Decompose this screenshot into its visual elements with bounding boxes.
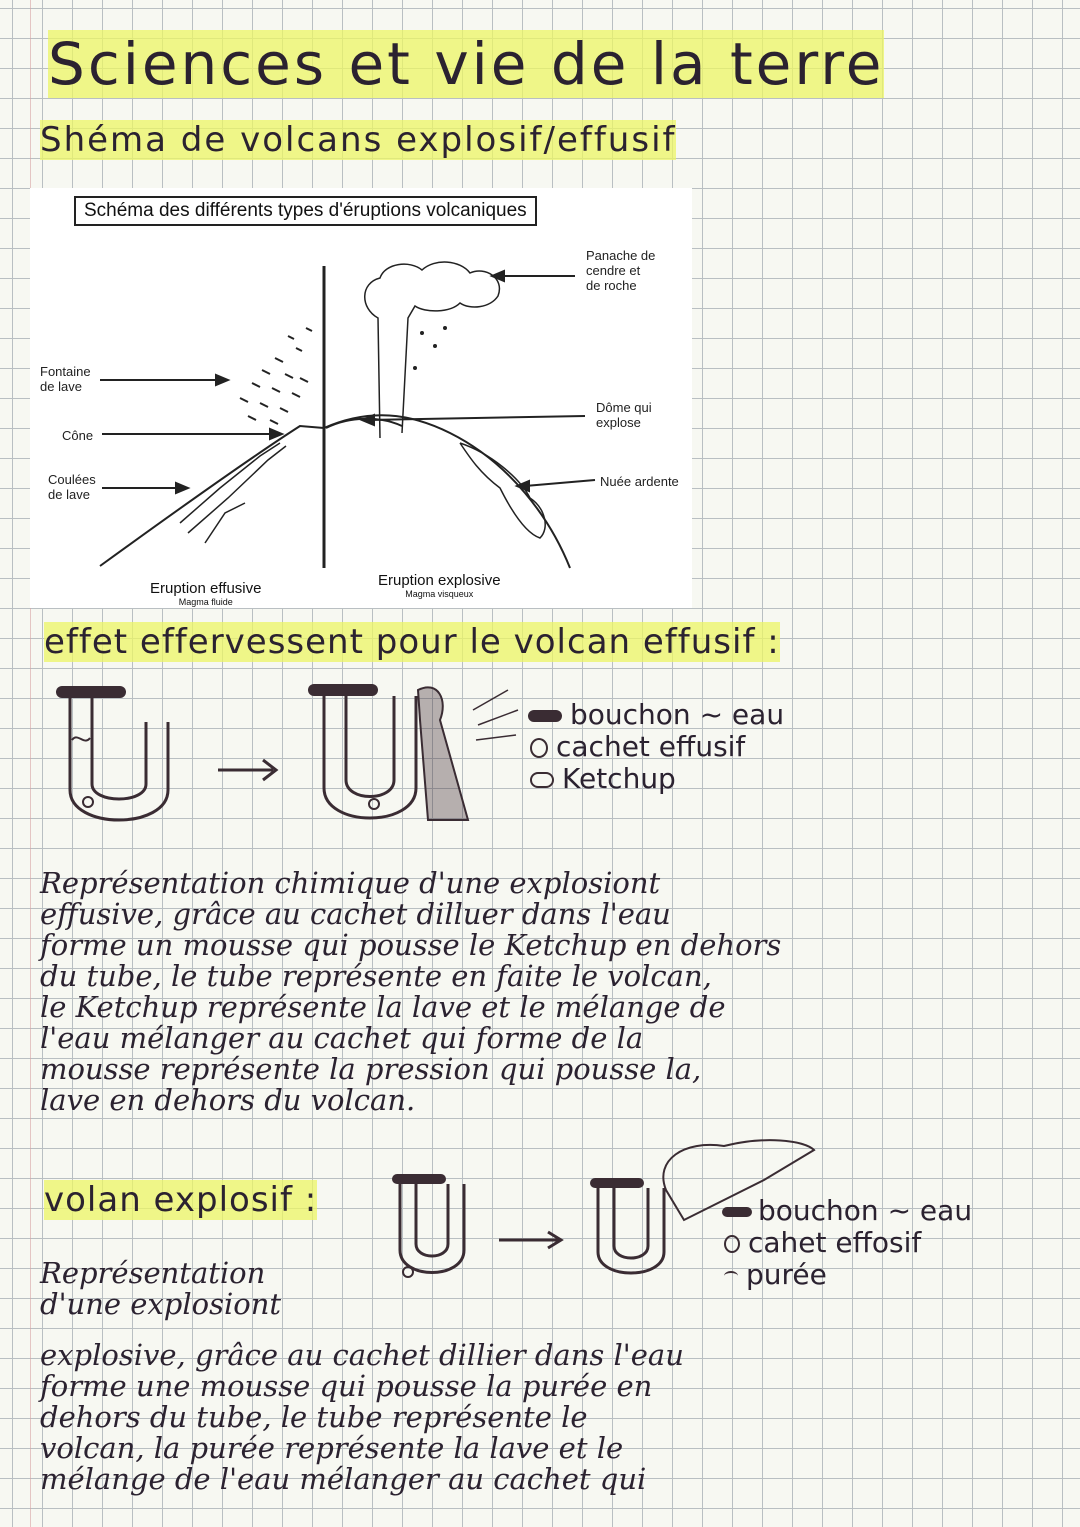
caption-effusive-sub: Magma fluide xyxy=(178,597,233,607)
label-nuee: Nuée ardente xyxy=(600,474,679,489)
legend-text: purée xyxy=(746,1258,827,1291)
paragraph-line: Représentation chimique d'une explosiont xyxy=(40,866,661,900)
paragraph-line: lave en dehors du volcan. xyxy=(40,1083,416,1117)
paragraph-line: forme une mousse qui pousse la purée en xyxy=(40,1369,653,1403)
explosive-cone xyxy=(324,415,570,568)
caption-explosive xyxy=(378,572,501,599)
legend-item-puree xyxy=(724,1260,827,1290)
volcano-diagram xyxy=(30,188,692,608)
cloud-icon xyxy=(530,772,554,788)
paragraph-line: explosive, grâce au cachet dillier dans l'eau xyxy=(40,1338,684,1372)
legend-item-cork xyxy=(528,700,784,730)
diagram-title: Schéma des différents types d'éruptions volcaniques xyxy=(74,196,537,226)
lava-flow-2 xyxy=(188,446,286,533)
paragraph-line: Représentation xyxy=(40,1256,266,1290)
paragraph-line: mousse représente la pression qui pousse la, xyxy=(40,1052,702,1086)
arrow-right-icon xyxy=(499,1232,561,1248)
effusive-experiment-drawing xyxy=(48,680,528,840)
puree-icon xyxy=(724,1271,738,1281)
section2-side-paragraph xyxy=(40,1258,281,1320)
falling-rocks xyxy=(413,326,447,370)
label-fontaine: Fontaine de lave xyxy=(40,364,91,394)
section2-heading: volan explosif : xyxy=(44,1180,318,1220)
paragraph-line: du tube, le tube représente en faite le volcan, xyxy=(40,959,712,993)
legend-text: Ketchup xyxy=(562,762,676,795)
paragraph-line: volcan, la purée représente la lave et le xyxy=(40,1431,624,1465)
paragraph-line: effusive, grâce au cachet dilluer dans l'eau xyxy=(40,897,671,931)
label-arrows xyxy=(100,271,595,493)
ash-plume xyxy=(365,262,500,438)
label-coulees: Coulées de lave xyxy=(48,472,96,502)
caption-explosive-sub: Magma visqueux xyxy=(405,589,474,599)
label-panache: Panache de cendre et de roche xyxy=(586,248,656,293)
section1-heading: effet effervessent pour le volcan effusif : xyxy=(44,622,780,662)
page-title: Sciences et vie de la terre xyxy=(48,30,885,98)
legend-item-cork xyxy=(722,1196,972,1226)
tablet-icon xyxy=(530,738,548,758)
pyroclastic-flow xyxy=(460,443,545,538)
lava-flow-3 xyxy=(205,503,245,543)
legend-item-cachet xyxy=(530,732,745,762)
caption-effusive-title: Eruption effusive xyxy=(150,580,262,597)
caption-explosive-title: Eruption explosive xyxy=(378,572,501,589)
cork-2 xyxy=(308,684,378,696)
cork-1 xyxy=(56,686,126,698)
legend-item-cachet xyxy=(724,1228,921,1258)
page-subtitle: Shéma de volcans explosif/effusif xyxy=(40,120,677,160)
legend-text: bouchon ~ eau xyxy=(758,1194,973,1227)
cork-icon xyxy=(528,710,562,722)
label-dome: Dôme qui explose xyxy=(596,400,652,430)
paragraph-line: forme un mousse qui pousse le Ketchup en dehors xyxy=(40,928,782,962)
effusive-cone xyxy=(100,426,324,566)
u-tube-1 xyxy=(70,698,168,820)
cork-4 xyxy=(590,1178,644,1188)
label-cone: Cône xyxy=(62,428,94,443)
section1-paragraph xyxy=(40,868,781,1116)
legend-text: bouchon ~ eau xyxy=(570,698,785,731)
lava-fountain xyxy=(240,328,312,424)
legend-item-ketchup xyxy=(530,764,676,794)
arrow-right-icon xyxy=(218,760,276,780)
cork-icon xyxy=(722,1207,752,1217)
paragraph-line: mélange de l'eau mélanger au cachet qui xyxy=(40,1462,647,1496)
paragraph-line: l'eau mélanger au cachet qui forme de la xyxy=(40,1021,644,1055)
paragraph-line: le Ketchup représente la lave et le mélange de xyxy=(40,990,726,1024)
u-tube-4 xyxy=(598,1188,664,1273)
ketchup-eruption xyxy=(418,687,468,820)
caption-effusive xyxy=(150,580,261,607)
tablet-icon xyxy=(724,1235,740,1253)
legend-text: cahet effosif xyxy=(748,1226,922,1259)
cork-3 xyxy=(392,1174,446,1184)
section2-paragraph xyxy=(40,1340,684,1495)
legend-text: cachet effusif xyxy=(556,730,746,763)
u-tube-3 xyxy=(400,1184,464,1273)
paragraph-line: dehors du tube, le tube représente le xyxy=(40,1400,588,1434)
paragraph-line: d'une explosiont xyxy=(40,1287,282,1321)
